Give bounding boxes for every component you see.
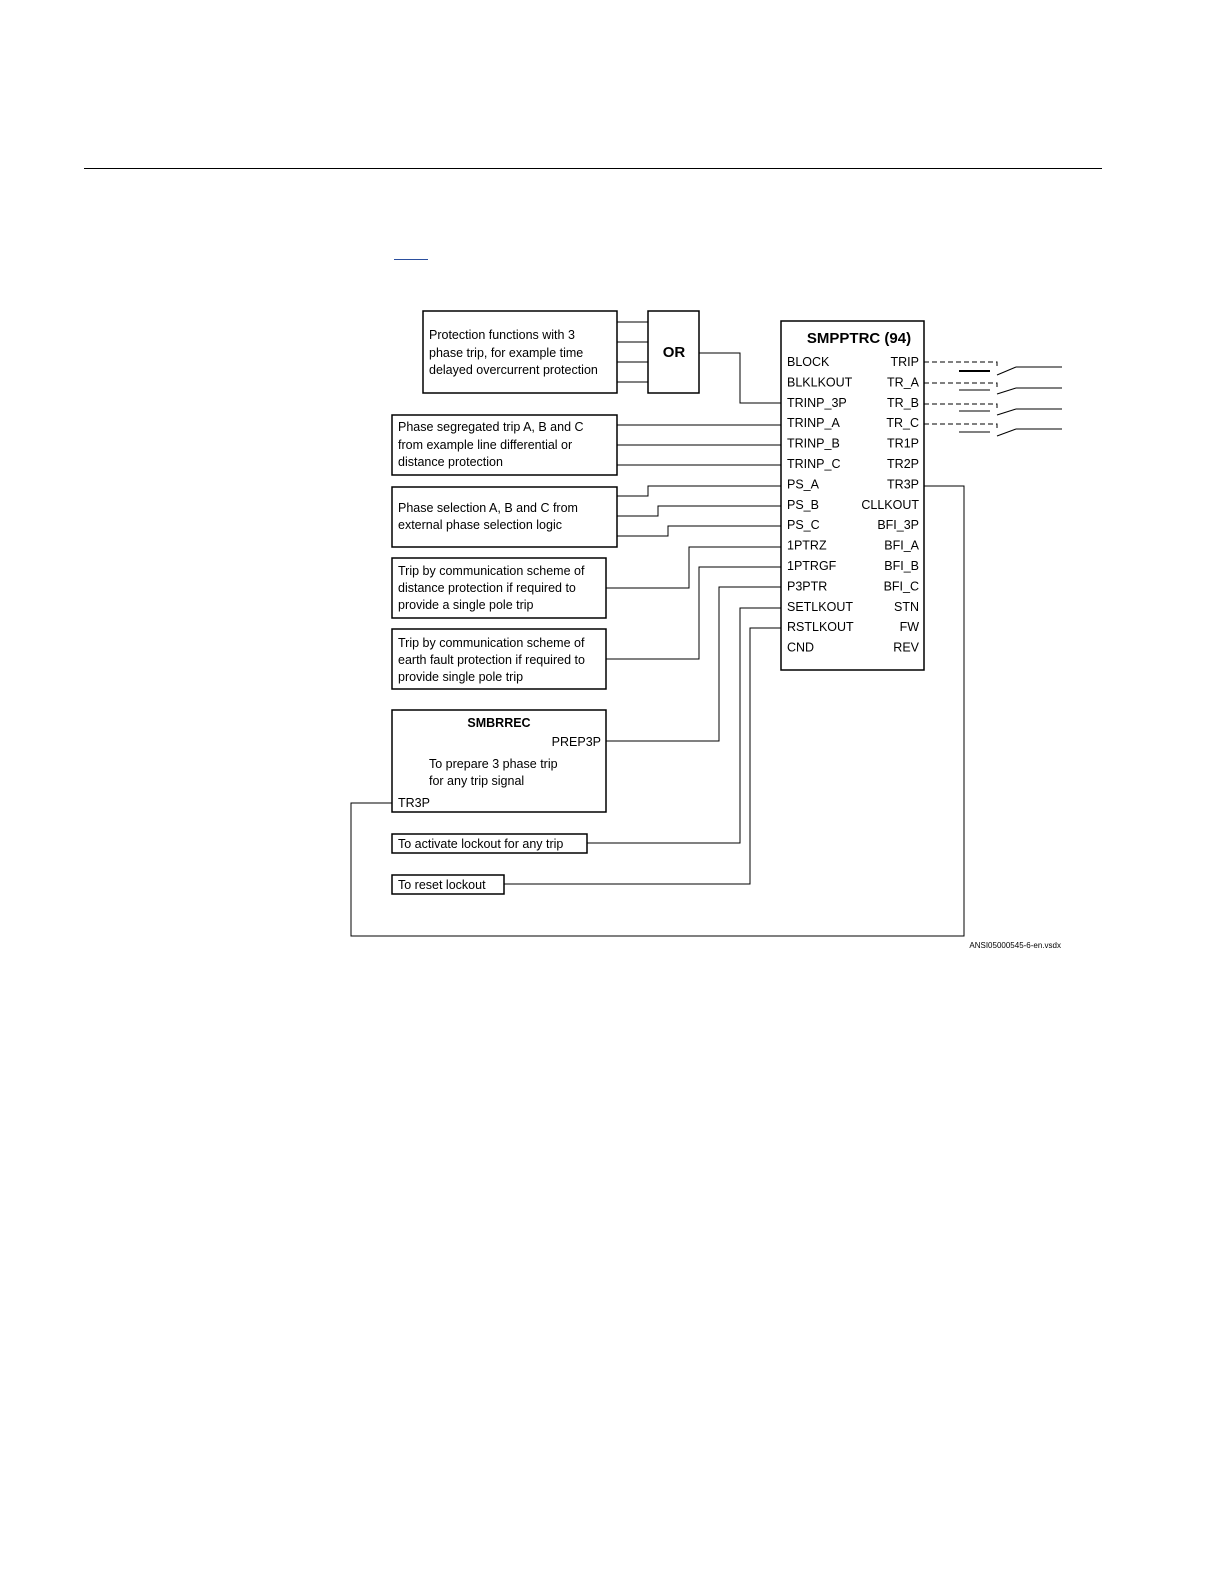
figure-id: ANSI05000545-6-en.vsdx [969, 941, 1061, 950]
output-pin-cllkout: CLLKOUT [861, 497, 919, 512]
output-pin-bfi-3p: BFI_3P [877, 518, 919, 533]
box-comm-earth-line-3: provide single pole trip [398, 670, 524, 684]
output-pin-bfi-a: BFI_A [884, 538, 919, 553]
box-comm-distance [392, 558, 606, 618]
smbrrec-note-line-2: for any trip signal [429, 774, 525, 788]
output-pin-tr1p: TR1P [887, 436, 919, 451]
wire-comm-earth-to-1ptrgf [606, 567, 781, 659]
box-3phase-output-wires [617, 322, 648, 382]
reset-lockout-label: To reset lockout [398, 878, 486, 892]
contact-trip [924, 362, 1062, 375]
box-phase-segregated [392, 415, 617, 475]
activate-lockout-label: To activate lockout for any trip [398, 837, 564, 851]
or-gate-label: OR [662, 344, 686, 361]
smbrrec-block [392, 710, 606, 812]
output-pin-bfi-c: BFI_C [883, 579, 919, 594]
box-3phase-line-2: phase trip, for example time [429, 346, 584, 360]
wire-or-to-trinp3p [699, 353, 781, 403]
output-pin-tr3p: TR3P [887, 477, 919, 492]
box-comm-dist-line-1: Trip by communication scheme of [398, 564, 585, 578]
box-3phase-line-1: Protection functions with 3 [429, 328, 575, 342]
box-comm-earth [392, 629, 606, 689]
smpptrc-title: SMPPTRC (94) [806, 330, 912, 347]
input-pin-blklkout: BLKLKOUT [787, 375, 853, 390]
wire-activate-to-setlkout [587, 608, 781, 843]
box-seg-line-1: Phase segregated trip A, B and C [398, 420, 584, 434]
input-pin-p3ptr: P3PTR [787, 579, 828, 594]
wires-phase-segregated [617, 425, 781, 465]
box-activate-lockout [392, 834, 587, 853]
input-pin-setlkout: SETLKOUT [787, 599, 853, 614]
breaker-contacts [924, 362, 1062, 436]
wire-tr3p-feedback [351, 486, 964, 936]
box-phase-selection [392, 487, 617, 547]
input-pin-trinp-c: TRINP_C [787, 457, 841, 471]
input-pin-1ptrgf: 1PTRGF [787, 559, 837, 573]
contact-tr-b [924, 404, 1062, 415]
box-3phase-line-3: delayed overcurrent protection [429, 363, 598, 377]
input-pin-block: BLOCK [787, 355, 830, 369]
input-pin-rstlkout: RSTLKOUT [787, 620, 854, 635]
smbrrec-title: SMBRREC [467, 716, 531, 730]
contact-tr-a [924, 383, 1062, 394]
wire-prep3p-to-p3ptr [606, 587, 781, 741]
input-pin-1ptrz: 1PTRZ [787, 538, 827, 553]
smbrrec-input-tr3p: TR3P [398, 796, 430, 810]
box-sel-line-2: external phase selection logic [398, 518, 562, 532]
input-pin-ps-b: PS_B [787, 497, 819, 512]
input-pin-trinp-a: TRINP_A [787, 416, 840, 431]
smpptrc-output-pins [861, 355, 919, 655]
box-3phase-trip [423, 311, 617, 393]
output-pin-fw: FW [899, 620, 919, 635]
smbrrec-output-prep3p: PREP3P [551, 735, 601, 749]
box-reset-lockout [392, 875, 504, 894]
output-pin-trip: TRIP [890, 355, 919, 369]
input-pin-ps-a: PS_A [787, 477, 819, 492]
smpptrc-block [781, 321, 924, 670]
output-pin-tr-a: TR_A [887, 375, 919, 390]
box-comm-earth-line-1: Trip by communication scheme of [398, 636, 585, 650]
box-comm-dist-line-3: provide a single pole trip [398, 598, 534, 612]
box-comm-earth-line-2: earth fault protection if required to [398, 653, 585, 667]
box-seg-line-3: distance protection [398, 455, 503, 469]
input-pin-ps-c: PS_C [787, 518, 820, 533]
box-seg-line-2: from example line differential or [398, 438, 573, 452]
smpptrc-input-pins [787, 355, 854, 655]
box-sel-line-1: Phase selection A, B and C from [398, 501, 578, 515]
box-comm-dist-line-2: distance protection if required to [398, 581, 576, 595]
output-pin-bfi-b: BFI_B [884, 559, 919, 573]
input-pin-trinp-3p: TRINP_3P [787, 395, 847, 410]
contact-tr-c [924, 424, 1062, 436]
input-pin-cnd: CND [787, 640, 815, 655]
output-pin-stn: STN [894, 599, 919, 614]
output-pin-rev: REV [893, 640, 919, 655]
smbrrec-note-line-1: To prepare 3 phase trip [429, 757, 558, 771]
wires-phase-selection [617, 486, 781, 536]
output-pin-tr-b: TR_B [887, 395, 919, 410]
output-pin-tr-c: TR_C [886, 416, 919, 431]
output-pin-tr2p: TR2P [887, 457, 919, 471]
or-gate [648, 311, 699, 393]
input-pin-trinp-b: TRINP_B [787, 436, 840, 451]
